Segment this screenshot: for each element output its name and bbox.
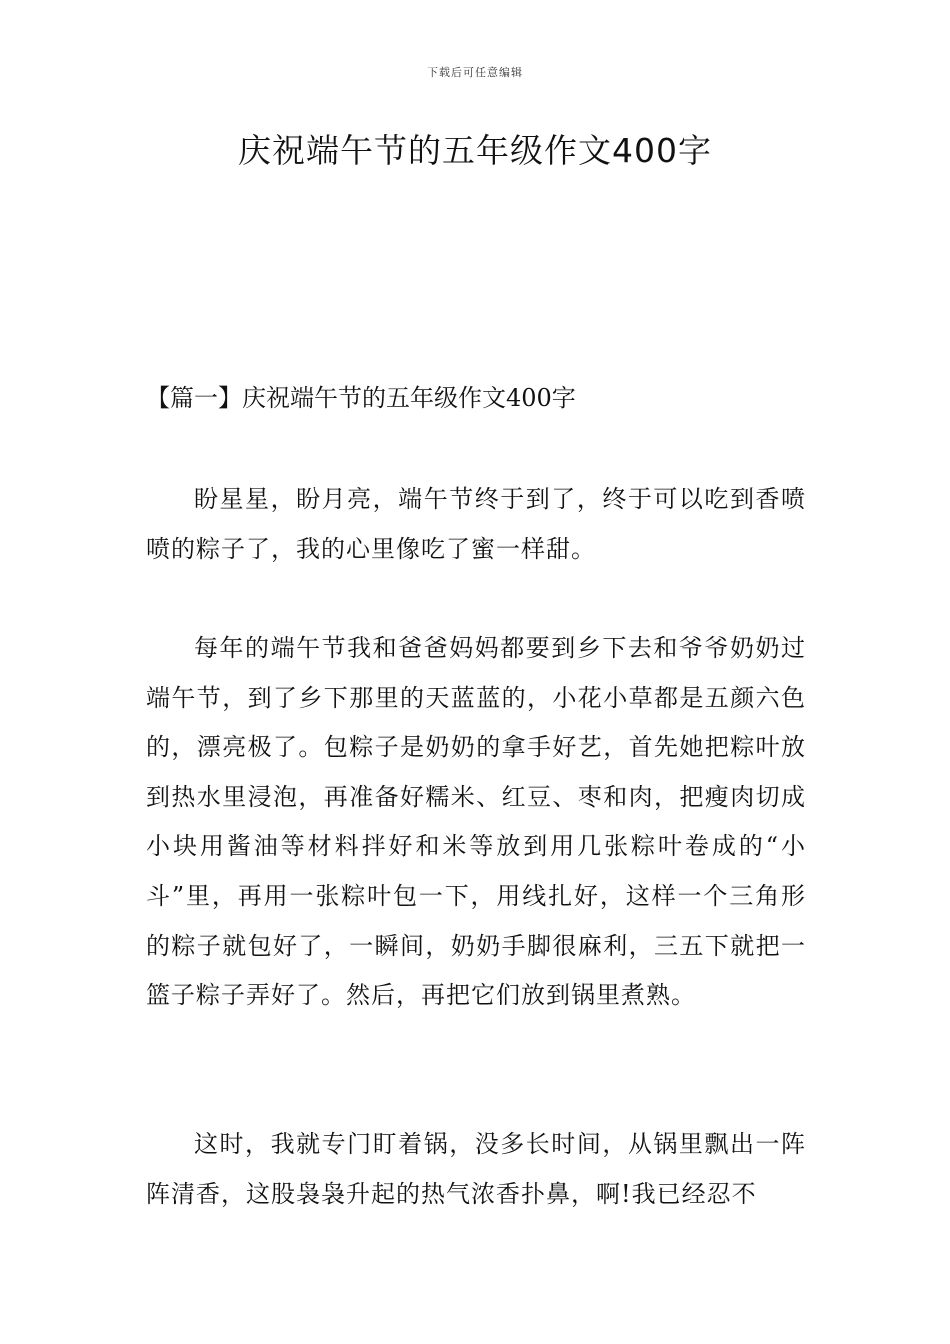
document-title: 庆祝端午节的五年级作文400字 [238,131,712,170]
paragraph-1: 盼星星，盼月亮，端午节终于到了，终于可以吃到香喷喷的粽子了，我的心里像吃了蜜一样甜。 [146,485,806,563]
paragraph-2: 每年的端午节我和爸爸妈妈都要到乡下去和爷爷奶奶过端午节，到了乡下那里的天蓝蓝的，小花小草都是五颜六色的，漂亮极了。包粽子是奶奶的拿手好艺，首先她把粽叶放到热水里浸泡，再准备好糯米、红豆、枣和肉，把瘦肉切成小块用酱油等材料拌好和米等放到用几张粽叶卷成的“小斗”里，再用一张粽叶包一下，用线扎好，这样一个三角形的粽子就包好了，一瞬间，奶奶手脚很麻利，三五下就把一篮子粽子弄好了。然后，再把它们放到锅里煮熟。 [146,634,806,1010]
section-heading: 【篇一】庆祝端午节的五年级作文400字 [146,384,576,412]
header-note: 下载后可任意编辑 [427,66,523,79]
paragraph-3: 这时，我就专门盯着锅，没多长时间，从锅里飘出一阵阵清香，这股袅袅升起的热气浓香扑鼻，啊!我已经忍不 [146,1130,806,1208]
